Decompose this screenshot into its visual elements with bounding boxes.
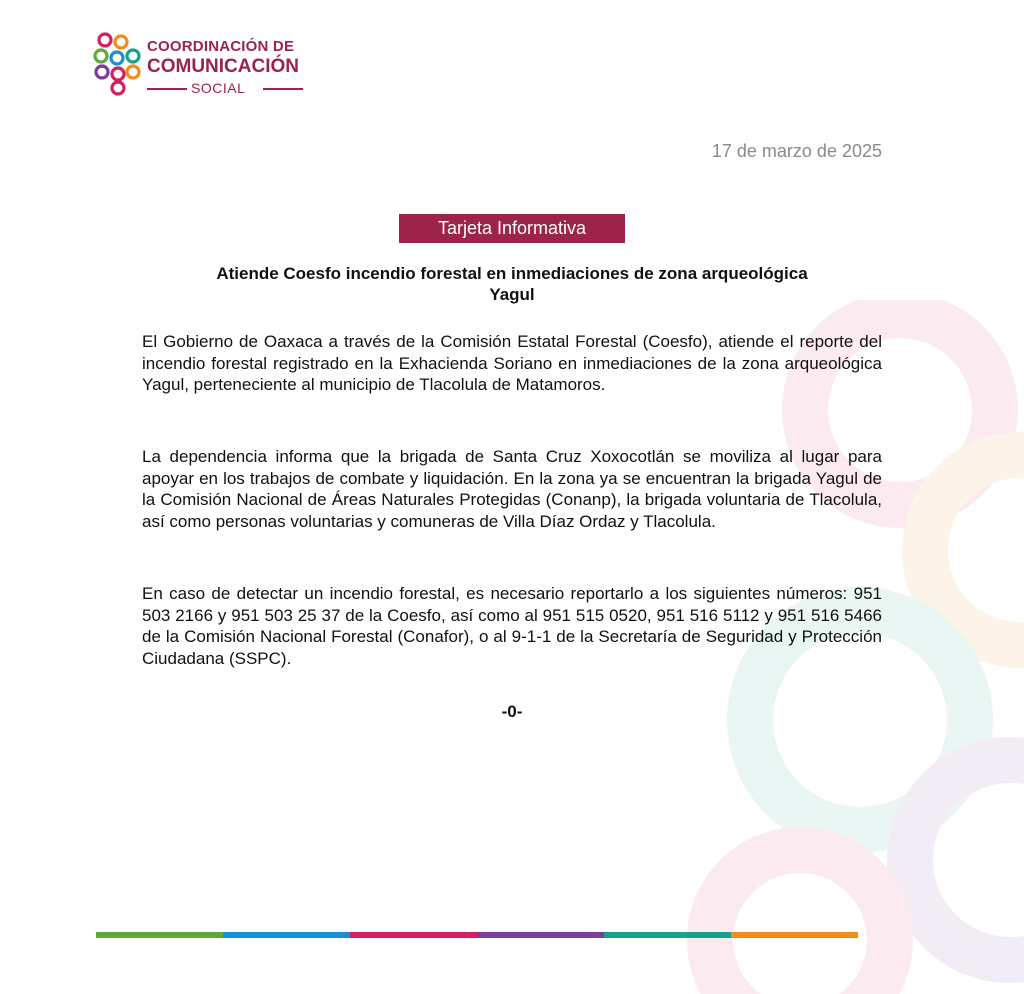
logo-rule-right	[263, 88, 303, 90]
bar-segment-purple	[477, 932, 604, 938]
document-title	[142, 263, 882, 305]
document-date: 17 de marzo de 2025	[711, 141, 882, 161]
bar-segment-green	[96, 932, 223, 938]
logo-text-line2: COMUNICACIÓN	[147, 56, 299, 77]
title-line-1: Atiende Coesfo incendio forestal en inmediaciones de zona arqueológica	[216, 264, 808, 283]
bar-segment-blue	[223, 932, 350, 938]
logo-text-line3	[147, 80, 307, 96]
paragraph-3: En caso de detectar un incendio forestal, es necesario reportarlo a los siguientes números: 951 503 2166 y 951 503 25 37 de la Coesfo, así como al 951 515 0520, 951 516 5112 y 951 516 5466 de la Comisión Nacional Forestal (Conafor), o al 9-1-1 de la Secretaría de Seguridad y Protección Ciudadana (SSPC).	[142, 584, 882, 668]
brand-logo	[92, 30, 322, 100]
bar-segment-teal	[604, 932, 731, 938]
logo-text-line1: COORDINACIÓN DE	[147, 38, 295, 55]
logo-mark-icon	[92, 30, 142, 96]
footer-color-bar	[96, 932, 858, 938]
title-line-2: Yagul	[489, 285, 535, 304]
logo-rule-left	[147, 88, 187, 90]
closing-mark: -0-	[501, 702, 523, 721]
bar-segment-pink	[350, 932, 477, 938]
paragraph-1: El Gobierno de Oaxaca a través de la Comisión Estatal Forestal (Coesfo), atiende el reporte del incendio forestal registrado en la Exhacienda Soriano en inmediaciones de la zona arqueológica Yagul, perteneciente al municipio de Tlacolula de Matamoros.	[142, 332, 882, 394]
paragraph-2: La dependencia informa que la brigada de Santa Cruz Xoxocotlán se moviliza al lugar para apoyar en los trabajos de combate y liquidación. En la zona ya se encuentran la brigada Yagul de la Comisión Nacional de Áreas Naturales Protegidas (Conanp), la brigada voluntaria de Tlacolula, así como personas voluntarias y comuneras de Villa Díaz Ordaz y Tlacolula.	[142, 447, 882, 531]
document-type-badge: Tarjeta Informativa	[399, 214, 625, 243]
logo-text-social: SOCIAL	[191, 80, 246, 96]
bar-segment-orange	[731, 932, 858, 938]
